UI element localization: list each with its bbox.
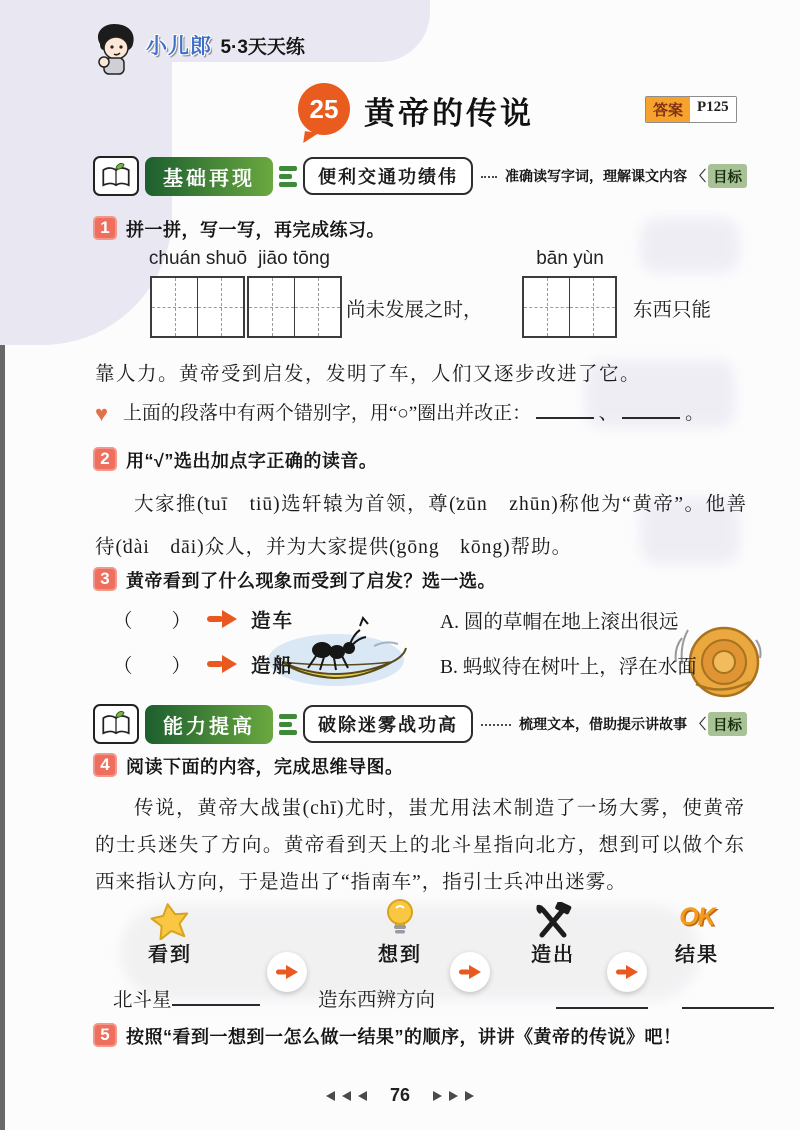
chevron-left-icon: 〈 (692, 716, 706, 732)
orange-arrow-icon (207, 655, 237, 673)
note-end: 。 (685, 403, 705, 424)
q3-boat-label: 造船 (251, 656, 295, 677)
question-number: 4 (100, 755, 110, 774)
connector-bars (279, 714, 297, 735)
goal-tag: 目标 (708, 712, 747, 736)
q3-row-cart (113, 605, 294, 633)
bleedthrough-smudge (640, 218, 740, 273)
q2-dotted-char: 待 • (95, 537, 116, 558)
q3-option-b: B. 蚂蚁待在树叶上，浮在水面 (440, 657, 697, 678)
writing-grid-3[interactable] (522, 276, 617, 338)
q2-dotted-char: 尊 • (428, 494, 449, 515)
answer-blank[interactable] (556, 1007, 648, 1009)
lesson-number: 25 (309, 93, 339, 124)
q3-row-boat (113, 650, 294, 678)
mindmap-answer-thought: 造东西辨方向 (318, 990, 436, 1011)
question-number: 1 (100, 218, 110, 237)
orange-arrow-icon (207, 610, 237, 628)
nav-left-icon (342, 1091, 351, 1101)
pinyin-jiaotong: jiāo tōng (258, 248, 330, 269)
section-badge: 能力提高 (145, 705, 273, 744)
q3-option-a: A. 圆的草帽在地上滚出很远 (440, 612, 679, 633)
open-book-icon (93, 156, 139, 196)
section-goal-text: 准确读写字词，理解课文内容 (505, 168, 687, 184)
dotted-leader (481, 175, 497, 178)
q2-text-seg: (zūn zhūn)称他为“黄 (449, 494, 654, 515)
tools-icon (534, 902, 572, 938)
mindmap-answer-saw (113, 984, 260, 1012)
question-number: 2 (100, 449, 110, 468)
q2-text-seg: 帝”。他善 (653, 494, 747, 515)
question-1-prompt: 拼一拼，写一写，再完成练习。 (126, 220, 385, 240)
section-skills-header (93, 704, 747, 744)
question-number: 5 (100, 1025, 110, 1044)
mindmap-label-saw: 看到 (148, 944, 192, 966)
mindmap-label-result: 结果 (675, 944, 719, 966)
brand-logo (146, 30, 305, 60)
open-book-icon (93, 704, 139, 744)
question-5-prompt: 按照“看到一想到一怎么做一结果”的顺序，讲讲《黄帝的传说》吧！ (126, 1027, 682, 1047)
question-5-badge (93, 1023, 117, 1047)
answer-blank[interactable] (622, 398, 680, 419)
q2-text-seg: (gōng kōng)帮助。 (389, 537, 573, 558)
chevron-left-icon: 〈 (692, 168, 706, 184)
q2-text-seg: (tuī tiū)选轩辕为首领， (197, 494, 429, 515)
dotted-leader (481, 723, 511, 726)
answer-page-badge (645, 96, 737, 123)
question-2-badge (93, 447, 117, 471)
q1-passage-line: 靠人力。黄帝受到启发，发明了车，人们又逐步改进了它。 (95, 364, 642, 385)
q2-dotted-char: 推 • (176, 494, 197, 515)
flow-arrow-icon (267, 952, 307, 992)
question-number: 3 (100, 569, 110, 588)
lesson-number-badge (298, 83, 350, 135)
answer-blank[interactable] (682, 1007, 774, 1009)
nav-right-icon (449, 1091, 458, 1101)
mascot-boy-icon (92, 22, 138, 78)
flow-arrow-icon (450, 952, 490, 992)
nav-right-icon (433, 1091, 442, 1101)
answer-paren[interactable]: （ ） (113, 611, 192, 632)
q2-text-seg: 大家 (134, 494, 176, 515)
star-icon (150, 902, 190, 940)
page-number: 76 (389, 1085, 411, 1105)
nav-left-icon (358, 1091, 367, 1101)
q2-text-seg: (dài dāi)众人，并为大家提 (115, 537, 369, 558)
answer-page-number: P125 (690, 97, 736, 122)
answer-paren[interactable]: （ ） (113, 656, 192, 677)
section-slogan: 便利交通功绩伟 (303, 157, 473, 195)
section-slogan: 破除迷雾战功高 (303, 705, 473, 743)
section-goal-text: 梳理文本，借助提示讲故事 (519, 716, 687, 732)
q2-dotted-char: 供 • (369, 537, 390, 558)
page-footer (0, 1085, 800, 1106)
mindmap-label-made: 造出 (531, 944, 575, 966)
heart-icon: ♥ (95, 401, 109, 426)
section-basics-header (93, 156, 747, 196)
q4-passage: 传说，黄帝大战蚩(chī)尤时，蚩尤用法术制造了一场大雾，使黄帝的士兵迷失了方向。黄帝看到天上的北斗星指向北方，想到可以做个东西来指认方向，于是造出了“指南车”，指引士兵冲出迷雾。 (95, 798, 745, 893)
q2-passage (95, 483, 747, 569)
pinyin-chuanshuo: chuán shuō (148, 248, 248, 269)
connector-bars (279, 166, 297, 187)
pinyin-banyun: bān yùn (536, 248, 604, 269)
question-1-badge (93, 216, 117, 240)
answer-blank[interactable] (172, 985, 260, 1007)
answer-blank[interactable] (536, 398, 594, 419)
nav-left-icon (326, 1091, 335, 1101)
question-4-badge (93, 753, 117, 777)
mindmap-answer-text: 北斗星 (113, 990, 172, 1011)
brand-logo-text: 小儿郎 (146, 35, 212, 58)
goal-tag: 目标 (708, 164, 747, 188)
question-3-badge (93, 567, 117, 591)
bulb-icon (384, 898, 416, 938)
mindmap-label-thought: 想到 (378, 944, 422, 966)
ok-icon: OK (679, 903, 715, 931)
q1-correction-note (95, 398, 704, 427)
q3-cart-label: 造车 (251, 611, 295, 632)
nav-right-icon (465, 1091, 474, 1101)
brand-logo-suffix: 5·3天天练 (220, 37, 305, 58)
answer-label: 答案 (646, 97, 690, 122)
writing-grid-1[interactable] (150, 276, 245, 338)
lesson-title: 黄帝的传说 (364, 96, 534, 131)
section-badge: 基础再现 (145, 157, 273, 196)
q1-tail-text: 东西只能 (633, 300, 712, 321)
question-3-prompt: 黄帝看到了什么现象而受到了启发？选一选。 (126, 571, 496, 591)
writing-grid-2[interactable] (247, 276, 342, 338)
q1-mid-text: 尚未发展之时， (346, 300, 483, 321)
note-text: 上面的段落中有两个错别字，用“○”圈出并改正： (122, 403, 532, 424)
flow-arrow-icon (607, 952, 647, 992)
question-4-prompt: 阅读下面的内容，完成思维导图。 (126, 757, 404, 777)
question-2-prompt: 用“√”选出加点字正确的读音。 (126, 451, 378, 471)
note-separator: 、 (598, 403, 618, 424)
